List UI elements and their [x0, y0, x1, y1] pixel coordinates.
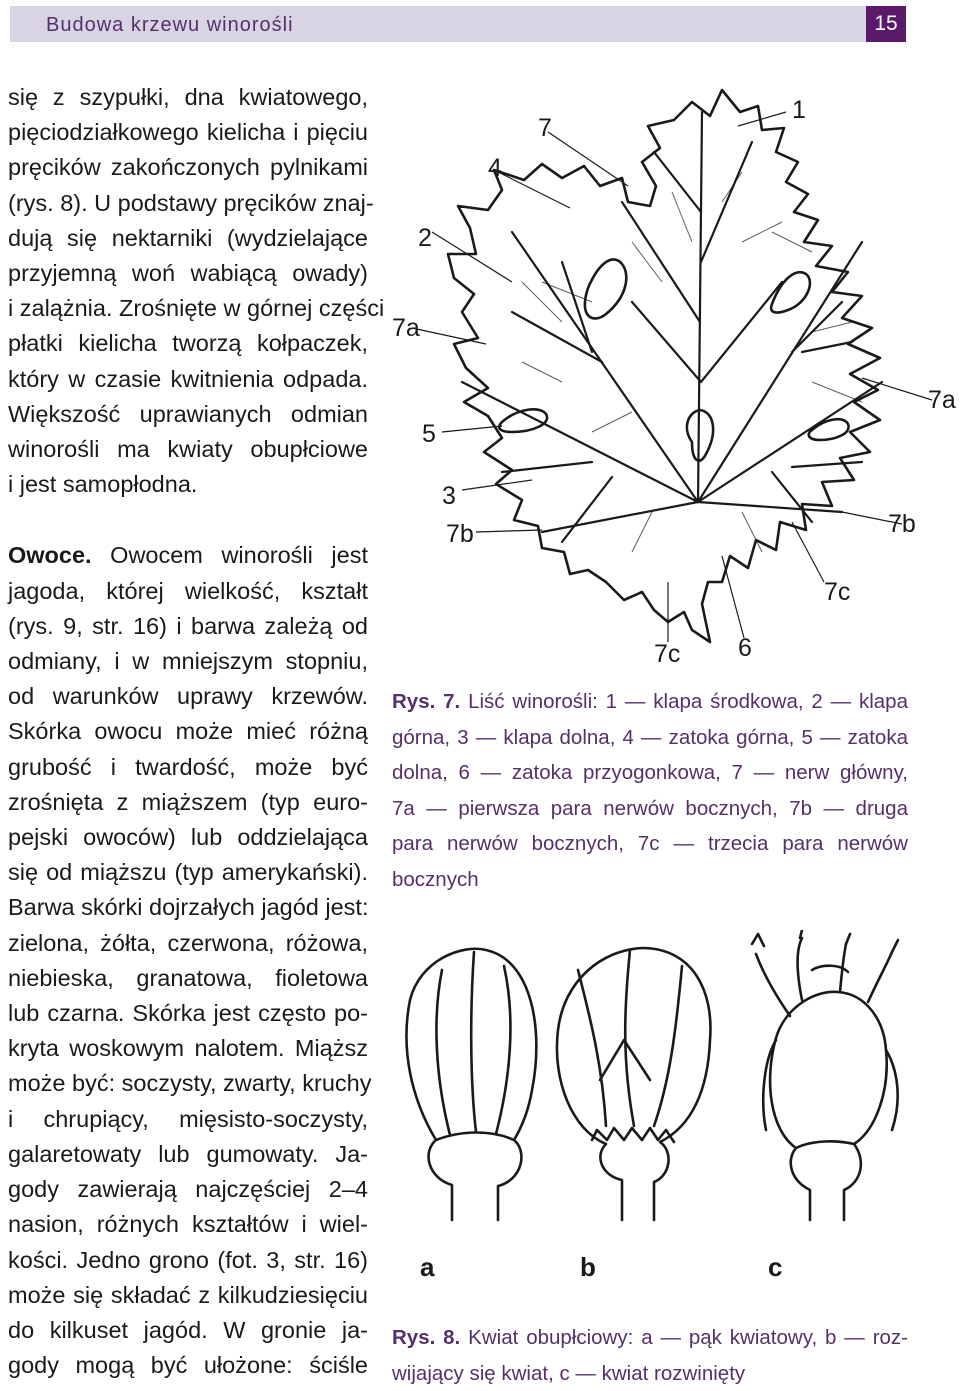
header-title: Budowa krzewu winorośli — [46, 14, 294, 37]
flower-label-a: a — [420, 1252, 434, 1283]
page-number: 15 — [866, 6, 906, 42]
text-line: winorośli ma kwiaty obupłciowe — [8, 432, 368, 467]
text-line: się z szypułki, dna kwiatowego, — [8, 80, 368, 115]
leaf-label-7c-bottom: 7c — [654, 640, 680, 669]
leaf-label-7: 7 — [538, 114, 552, 143]
text-line: gody mogą być ułożone: ściśle — [8, 1348, 368, 1383]
text-line: grubość i twardość, może być — [8, 750, 368, 785]
caption-line: dolna, 6 — zatoka przyogonkowa, 7 — nerw główny, — [392, 755, 908, 791]
text-line: się od miąższu (typ amerykański). — [8, 855, 368, 890]
text-line: może się składać z kilkudziesięciu — [8, 1278, 368, 1313]
sinus-upper-right — [771, 272, 810, 312]
leaf-label-1: 1 — [792, 96, 806, 125]
text-line: może być: soczysty, zwarty, kruchy — [8, 1066, 368, 1101]
text-line: gody zawierają najczęściej 2–4 — [8, 1172, 368, 1207]
text-line: kości. Jedno grono (fot. 3, str. 16) — [8, 1243, 368, 1278]
text-line: Większość uprawianych odmian — [8, 397, 368, 432]
caption-line — [392, 1320, 908, 1356]
text-line: i jest samopłodna. — [8, 467, 368, 502]
leaf-label-7a-left: 7a — [392, 314, 420, 343]
leaf-label-4: 4 — [488, 154, 502, 183]
text-line: galaretowaty lub gumowaty. Ja- — [8, 1137, 368, 1172]
flower-open-c — [752, 930, 898, 1220]
petiolar-sinus — [687, 410, 713, 461]
caption-fragment: Liść winorośli: 1 — klapa środkowa, 2 — klapa — [460, 690, 908, 713]
leaf-label-7c-right: 7c — [824, 578, 850, 607]
sinus-lower-right — [809, 419, 849, 440]
figure7-label: Rys. 7. — [392, 690, 460, 713]
flower-label-b: b — [580, 1252, 596, 1283]
leaf-label-3: 3 — [442, 482, 456, 511]
text-line: nasion, różnych kształtów i wiel- — [8, 1207, 368, 1242]
text-line: przyjemną woń wabiącą owady) — [8, 256, 368, 291]
text-line: lub czarna. Skórka jest często po- — [8, 996, 368, 1031]
text-line: i chrupiący, mięsisto-soczysty, — [8, 1102, 368, 1137]
sinus-upper-left — [585, 259, 626, 318]
running-header — [10, 6, 906, 42]
leaf-label-7a-right: 7a — [928, 386, 956, 415]
flower-illustration — [392, 930, 932, 1230]
flower-opening-b — [557, 948, 711, 1220]
caption-fragment: Kwiat obupłciowy: a — pąk kwiatowy, b — roz- — [460, 1326, 908, 1349]
leaf-veins — [462, 112, 882, 542]
flower-bud-a — [406, 949, 536, 1220]
text-line — [8, 538, 368, 573]
leaf-outline — [448, 90, 880, 642]
text-line: odmiany, i w mniejszym stopniu, — [8, 644, 368, 679]
leaf-illustration — [392, 82, 960, 672]
text-line: niebieska, granatowa, fioletowa — [8, 961, 368, 996]
text-line: (rys. 9, str. 16) i barwa zależą od — [8, 609, 368, 644]
text-line: Skórka owocu może mieć różną — [8, 714, 368, 749]
left-column-text — [8, 80, 368, 1383]
leaf-label-2: 2 — [418, 224, 432, 253]
text-line: jagoda, której wielkość, kształt — [8, 574, 368, 609]
text-line: pejski owoców) lub oddzielająca — [8, 820, 368, 855]
text-line: zielona, żółta, czerwona, różowa, — [8, 926, 368, 961]
text-line: Barwa skórki dojrzałych jagód jest: — [8, 890, 368, 925]
text-line: kryta woskowym nalotem. Miąższ — [8, 1031, 368, 1066]
caption-line: bocznych — [392, 862, 908, 898]
text-line: pręcików zakończonych pylnikami — [8, 150, 368, 185]
text-line: (rys. 8). U podstawy pręcików znaj- — [8, 186, 368, 221]
text-line: i zalążnia. Zrośnięte w górnej części — [8, 291, 368, 326]
flower-label-c: c — [768, 1252, 782, 1283]
paragraph-fruit — [8, 538, 368, 1383]
figure7-caption — [392, 684, 908, 897]
caption-line: para nerwów bocznych, 7c — trzecia para nerwów — [392, 826, 908, 862]
text-line: od warunków uprawy krzewów. — [8, 679, 368, 714]
caption-line — [392, 684, 908, 720]
leaf-label-5: 5 — [422, 420, 436, 449]
figure8-caption — [392, 1320, 908, 1391]
paragraph-flower — [8, 80, 368, 502]
figure8-label: Rys. 8. — [392, 1326, 460, 1349]
leaf-label-7b-left: 7b — [446, 520, 474, 549]
figure-flowers — [392, 930, 932, 1230]
text-line: zrośnięta z miąższem (typ euro- — [8, 785, 368, 820]
text-line: pięciodziałkowego kielicha i pięciu — [8, 115, 368, 150]
caption-line: wijający się kwiat, c — kwiat rozwinięty — [392, 1356, 908, 1391]
text-line: do kilkuset jagód. W gronie ja- — [8, 1313, 368, 1348]
text-line: który w czasie kwitnienia odpada. — [8, 362, 368, 397]
caption-line: górna, 3 — klapa dolna, 4 — zatoka górna, 5 — zatoka — [392, 720, 908, 756]
leaf-label-6: 6 — [738, 634, 752, 663]
caption-line: 7a — pierwsza para nerwów bocznych, 7b — druga — [392, 791, 908, 827]
text-fragment: Owocem winorośli jest — [92, 542, 368, 568]
leaf-label-7b-right: 7b — [888, 510, 916, 539]
figure-leaf — [392, 82, 960, 672]
text-line: dują się nektarniki (wydzielające — [8, 221, 368, 256]
section-heading-owoce: Owoce. — [8, 542, 92, 568]
text-line: płatki kielicha tworzą kołpaczek, — [8, 326, 368, 361]
